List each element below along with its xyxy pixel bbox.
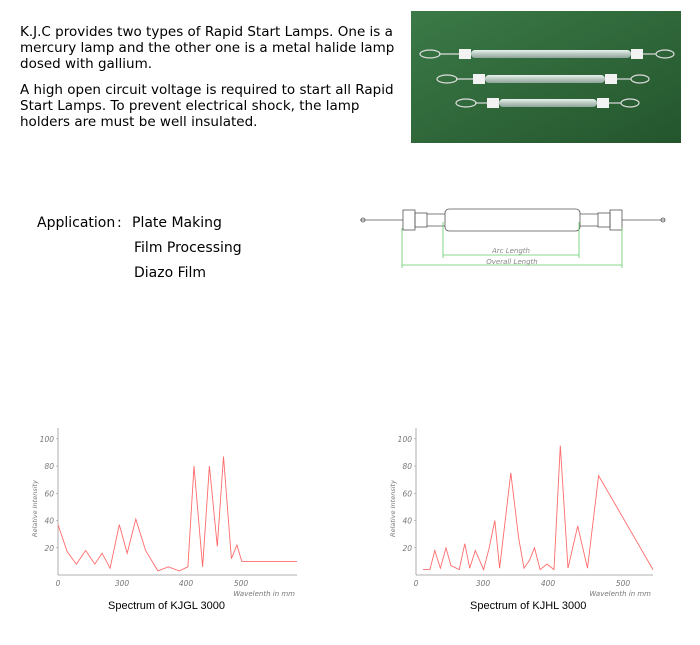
y-tick-label: 80 [44,462,54,472]
y-axis-label: Relative Intensity [31,480,39,537]
x-tick-label: 300 [114,579,130,588]
y-tick-label: 40 [44,516,54,526]
intro-paragraph-1: K.J.C provides two types of Rapid Start Lamps. One is a mercury lamp and the other one is a metal halide lamp dosed with gallium. [20,24,395,72]
chart-title-kjgl-3000: Spectrum of KJGL 3000 [108,600,225,612]
x-tick-label: 500 [233,579,249,588]
y-axis-label: Relative Intensity [389,480,397,537]
x-tick-label: 400 [178,579,194,588]
x-tick-label: 400 [540,579,556,588]
x-tick-label: 0 [55,579,61,588]
x-axis-label: Wavelenth in mm [233,590,295,598]
application-item-diazo-film: Diazo Film [134,265,207,281]
application-label: Application [37,215,116,231]
application-item-plate-making: Plate Making [132,215,222,231]
spectrum-series-line [58,457,297,571]
lamp-dimension-diagram [355,200,675,280]
arc-length-label: Arc Length [491,247,531,255]
y-tick-label: 40 [402,516,412,526]
y-tick-label: 100 [39,434,54,444]
y-tick-label: 100 [397,434,412,444]
y-tick-label: 20 [44,543,54,553]
y-tick-label: 60 [44,489,54,499]
overall-length-label: Overall Length [486,258,538,266]
x-tick-label: 300 [475,579,491,588]
application-item-film-processing: Film Processing [134,240,242,256]
spectrum-chart-kjgl-3000 [25,420,315,605]
x-axis-label: Wavelenth in mm [589,590,651,598]
y-tick-label: 80 [402,462,412,472]
x-tick-label: 0 [413,579,419,588]
spectrum-chart-kjhl-3000 [383,420,673,605]
intro-paragraph-2: A high open circuit voltage is required to start all Rapid Start Lamps. To prevent electrical shock, the lamp holders are must be well insulated. [20,82,394,130]
y-tick-label: 60 [402,489,412,499]
chart-title-kjhl-3000: Spectrum of KJHL 3000 [470,600,587,612]
spectrum-series-line [423,446,653,570]
y-tick-label: 20 [402,543,412,553]
application-separator: : [117,215,122,231]
x-tick-label: 500 [615,579,631,588]
lamp-photo [411,11,681,143]
